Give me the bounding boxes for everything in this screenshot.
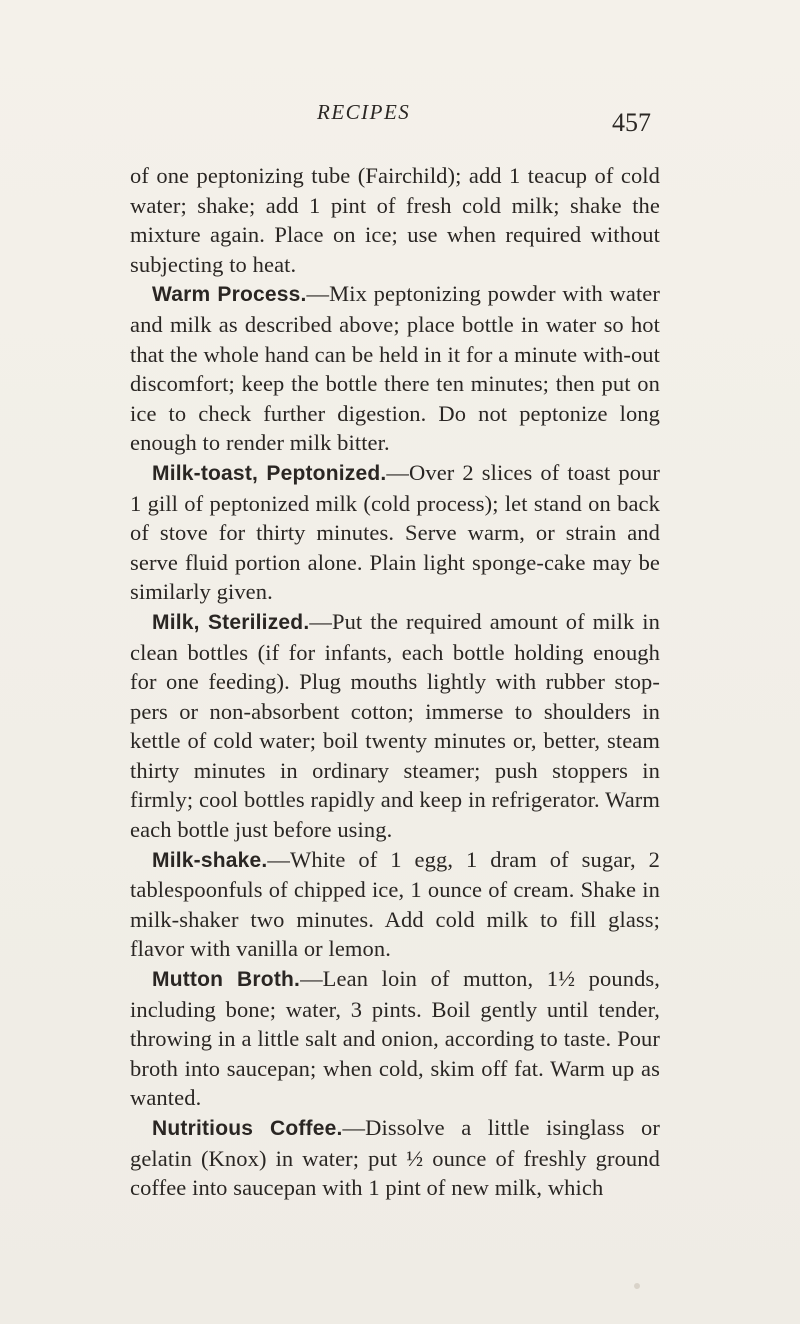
recipe-text: —Lean loin of mutton, 1½ pounds, including bone; water, 3 pints. Boil gently until tender, throwing in a little salt and onion, according to taste. Pour broth into saucepan; when cold, skim off fat. Warm up as wanted. — [130, 966, 661, 1111]
recipe-warm-process — [130, 279, 660, 458]
recipe-milk-shake — [130, 845, 660, 964]
running-title: RECIPES — [317, 100, 411, 124]
paper-speck — [634, 1283, 640, 1289]
recipe-heading: Milk-shake. — [152, 848, 268, 872]
page-header — [0, 98, 800, 138]
recipe-text-block — [130, 161, 660, 1203]
recipe-text: —Over 2 slices of toast pour 1 gill of peptonized milk (cold process); let stand on back of stove for thirty minutes. Serve warm, or strain and serve fluid portion alone. Plain light sponge-cake may be similarly given. — [130, 459, 660, 605]
recipe-milk-sterilized — [130, 607, 660, 845]
recipe-text: —Mix peptonizing powder with water and milk as described above; place bottle in water so hot that the whole hand can be held in it for a minute with-out discomfort; keep the bottle there ten minutes; then put on ice to check further digestion. Do not peptonize long enough to render milk bitter. — [130, 281, 660, 456]
recipe-heading: Nutritious Coffee. — [152, 1117, 343, 1140]
paragraph-text: of one peptonizing tube (Fairchild); add 1 teacup of cold water; shake; add 1 pint of fresh cold milk; shake the mixture again. Place on ice; use when required without subjecting to heat. — [130, 163, 660, 277]
recipe-text: —Dissolve a little isinglass or gelatin (Knox) in water; put ½ ounce of freshly ground coffee into saucepan with 1 pint of new milk, which — [130, 1115, 660, 1201]
recipe-text: —Put the required amount of milk in clean bottles (if for infants, each bottle holding enough for one feeding). Plug mouths lightly with rubber stop-pers or non-absorbent cotton; immerse to shoulders in kettle of cold water; boil twenty minutes or, better, steam thirty minutes in ordinary steamer; push stoppers in firmly; cool bottles rapidly and keep in refrigerator. Warm each bottle just before using. — [130, 608, 661, 843]
paragraph-continuation — [130, 161, 660, 279]
recipe-heading: Milk, Sterilized. — [152, 610, 310, 634]
recipe-nutritious-coffee — [130, 1113, 660, 1203]
recipe-heading: Warm Process. — [152, 283, 307, 307]
recipe-mutton-broth — [130, 964, 660, 1113]
recipe-heading: Milk-toast, Peptonized. — [152, 461, 387, 485]
page-number: 457 — [612, 108, 651, 137]
recipe-heading: Mutton Broth. — [152, 968, 301, 992]
recipe-milk-toast-peptonized — [130, 458, 660, 607]
recipe-text: —White of 1 egg, 1 dram of sugar, 2 tablespoonfuls of chipped ice, 1 ounce of cream. Shake in milk-shaker two minutes. Add cold milk to fill glass; flavor with vanilla or lemon. — [130, 846, 660, 962]
